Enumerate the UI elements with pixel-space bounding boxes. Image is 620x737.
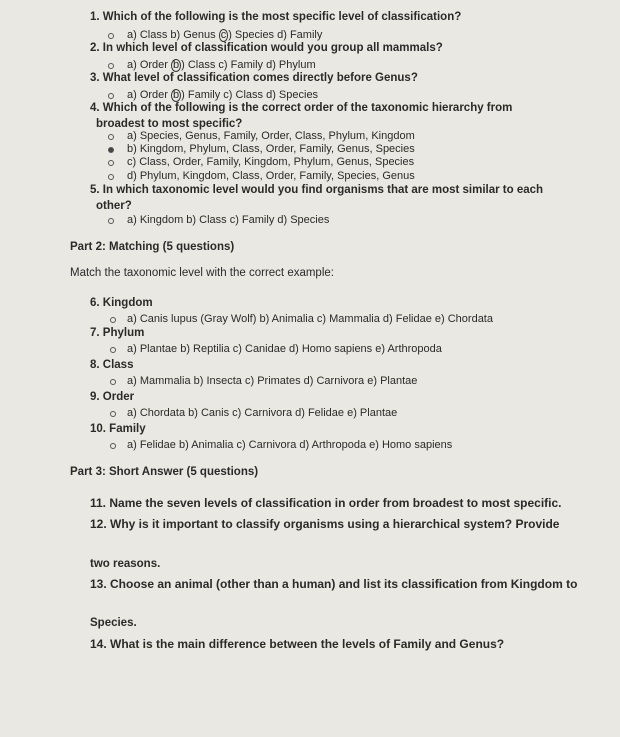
question-5-options: a) Kingdom b) Class c) Family d) Species xyxy=(127,214,330,226)
bullet-filled-icon xyxy=(108,147,114,153)
bullet-icon xyxy=(108,33,114,39)
bullet-icon xyxy=(108,174,114,180)
bullet-icon xyxy=(108,218,114,224)
question-9: 9. Order xyxy=(90,391,135,403)
bullet-icon xyxy=(108,93,114,99)
bullet-icon xyxy=(108,160,114,166)
question-4-option-a: a) Species, Genus, Family, Order, Class, Phylum, Kingdom xyxy=(127,130,415,142)
question-6-options: a) Canis lupus (Gray Wolf) b) Animalia c) Mammalia d) Felidae e) Chordata xyxy=(127,313,493,325)
question-12: 12. Why is it important to classify organisms using a hierarchical system? Provide xyxy=(90,517,560,531)
bullet-icon xyxy=(110,411,116,417)
part-2-instructions: Match the taxonomic level with the correct example: xyxy=(70,267,334,279)
question-13-cont: Species. xyxy=(90,617,137,629)
question-7: 7. Phylum xyxy=(90,327,145,339)
answer-circle-b: b xyxy=(173,89,180,101)
bullet-icon xyxy=(110,347,116,353)
question-4-option-b: b) Kingdom, Phylum, Class, Order, Family, Genus, Species xyxy=(127,143,415,155)
question-1: 1. Which of the following is the most specific level of classification? xyxy=(90,11,462,23)
part-3-heading: Part 3: Short Answer (5 questions) xyxy=(70,466,259,478)
question-4: 4. Which of the following is the correct order of the taxonomic hierarchy from xyxy=(90,102,513,114)
question-14: 14. What is the main difference between the levels of Family and Genus? xyxy=(90,637,505,651)
question-5-cont: other? xyxy=(96,200,132,212)
question-6: 6. Kingdom xyxy=(90,297,153,309)
question-2: 2. In which level of classification would you group all mammals? xyxy=(90,42,443,54)
question-5: 5. In which taxonomic level would you find organisms that are most similar to each xyxy=(90,184,544,196)
answer-circle-c: c xyxy=(220,29,227,41)
question-9-options: a) Chordata b) Canis c) Carnivora d) Felidae e) Plantae xyxy=(127,407,398,419)
question-4-option-d: d) Phylum, Kingdom, Class, Order, Family, Species, Genus xyxy=(127,170,415,182)
question-10-options: a) Felidae b) Animalia c) Carnivora d) Arthropoda e) Homo sapiens xyxy=(127,439,453,451)
question-4-cont: broadest to most specific? xyxy=(96,118,243,130)
bullet-icon xyxy=(110,443,116,449)
question-4-option-c: c) Class, Order, Family, Kingdom, Phylum, Genus, Species xyxy=(127,156,415,168)
answer-circle-b: b xyxy=(173,59,180,71)
question-12-cont: two reasons. xyxy=(90,558,161,570)
bullet-icon xyxy=(110,379,116,385)
question-8: 8. Class xyxy=(90,359,134,371)
question-13: 13. Choose an animal (other than a human) and list its classification from Kingdom to xyxy=(90,577,578,591)
question-11: 11. Name the seven levels of classification in order from broadest to most specific. xyxy=(90,496,562,510)
question-10: 10. Family xyxy=(90,423,146,435)
bullet-icon xyxy=(108,134,114,140)
question-3-options: a) Order b ) Family c) Class d) Species xyxy=(127,89,319,101)
question-1-options: a) Class b) Genus c ) Species d) Family xyxy=(127,29,323,41)
question-2-options: a) Order b ) Class c) Family d) Phylum xyxy=(127,59,316,71)
question-8-options: a) Mammalia b) Insecta c) Primates d) Carnivora e) Plantae xyxy=(127,375,418,387)
question-7-options: a) Plantae b) Reptilia c) Canidae d) Homo sapiens e) Arthropoda xyxy=(127,343,442,355)
bullet-icon xyxy=(110,317,116,323)
question-3: 3. What level of classification comes directly before Genus? xyxy=(90,72,418,84)
bullet-icon xyxy=(108,63,114,69)
part-2-heading: Part 2: Matching (5 questions) xyxy=(70,241,235,253)
